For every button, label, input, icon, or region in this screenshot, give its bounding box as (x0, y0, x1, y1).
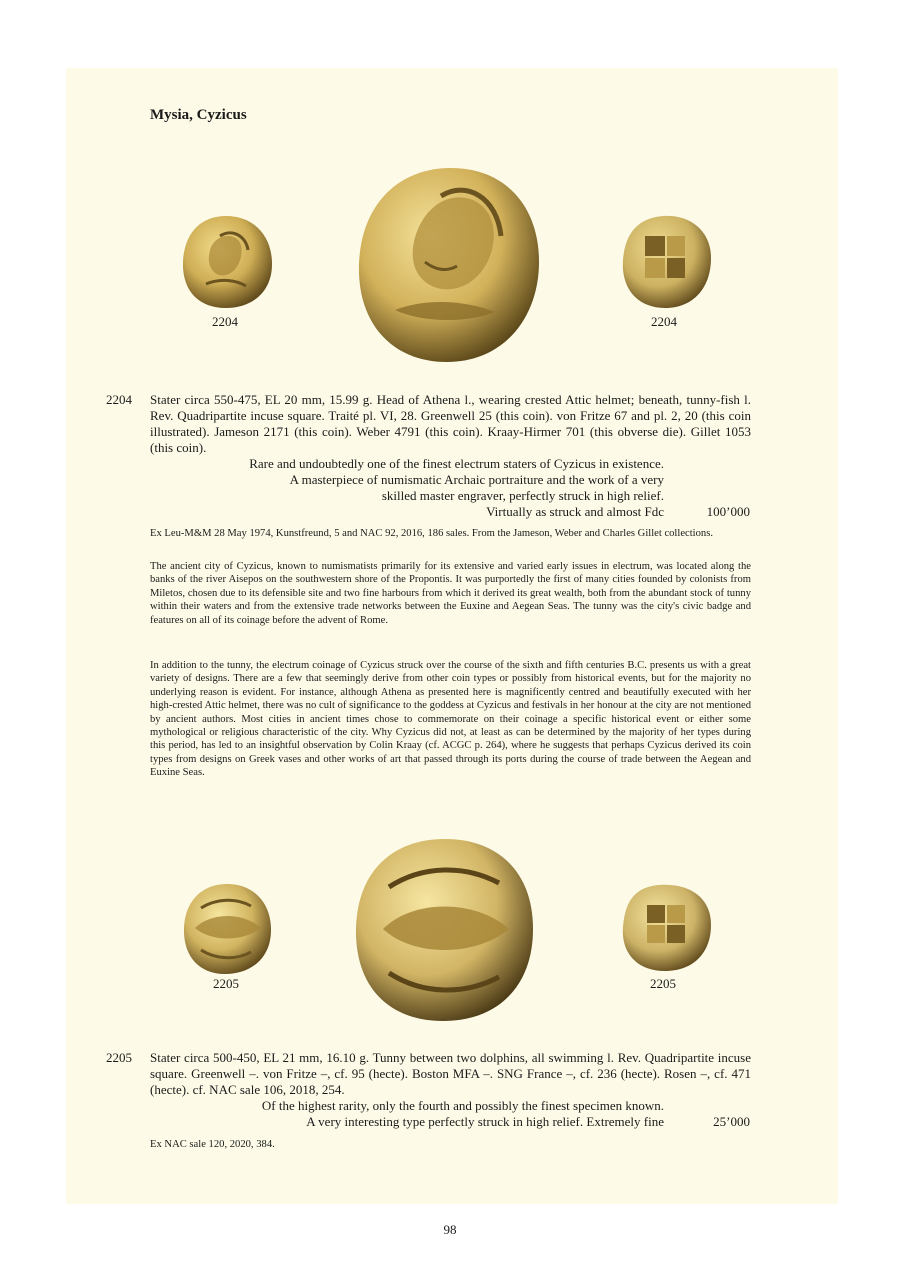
lot-remark: A masterpiece of numismatic Archaic portraiture and the work of a very (289, 472, 664, 487)
image-label: 2204 (651, 314, 677, 329)
lot-number: 2204 (106, 392, 132, 407)
section-title: Mysia, Cyzicus (150, 107, 247, 123)
coin-2205-reverse (619, 883, 713, 973)
page-number: 98 (443, 1222, 457, 1237)
image-label: 2205 (213, 976, 239, 991)
lot-estimate: 100’000 (706, 504, 750, 519)
coin-2204-obverse-small (180, 214, 274, 310)
lot-number: 2205 (106, 1050, 132, 1065)
lot-note: In addition to the tunny, the electrum coinage of Cyzicus struck over the course of the sixth and fifth centuries B.C. presents us with a great variety of designs. There are a few that seemingly derive from other coin types or possibly from historical events, but for the majority no underlying reason is evident. For instance, although Athena as presented here is magnificently centred and beautifully executed with her high-crested Attic helmet, there was no cult of significance to the goddess at Cyzicus and festivals in her honour at the city are not mentioned by ancient authors. Most cities in ancient times chose to commemorate on their coinage a specific historical event or either some mythological or religious characteristic of the city. Why Cyzicus did not, at least as can be determined by the majority of her types during this period, has led to an insightful observation by Colin Kraay (cf. ACGC p. 264), where he suggests that perhaps Cyzicus derived its coin types from designs on Greek vases and other works of art that passed through its ports during the course of trade between the Aegean and Euxine Seas. (150, 660, 751, 779)
lot-provenance: Ex NAC sale 120, 2020, 384. (150, 1139, 275, 1150)
lot-provenance: Ex Leu-M&M 28 May 1974, Kunstfreund, 5 and NAC 92, 2016, 186 sales. From the Jameson, Weber and Charles Gillet collections. (150, 528, 713, 539)
coin-2204-obverse-large (355, 166, 541, 364)
coin-2204-reverse (619, 214, 713, 310)
lot-remark: Virtually as struck and almost Fdc (486, 504, 664, 519)
coin-2205-obverse-large (353, 837, 535, 1023)
lot-description: Stater circa 550-475, EL 20 mm, 15.99 g. Head of Athena l., wearing crested Attic helmet; beneath, tunny-fish l. Rev. Quadripartite incuse square. Traité pl. VI, 28. Greenwell 25 (this coin). von Fritze 67 and pl. 2, 20 (this coin illustrated). Jameson 2171 (this coin). Weber 4791 (this coin). Kraay-Hirmer 701 (this obverse die). Gillet 1053 (this coin). (150, 392, 751, 455)
lot-remark: skilled master engraver, perfectly struck in high relief. (381, 488, 664, 503)
lot-description: Stater circa 500-450, EL 21 mm, 16.10 g. Tunny between two dolphins, all swimming l. Rev. Quadripartite incuse square. Greenwell –. von Fritze –, cf. 95 (hecte). Boston MFA –. SNG France –, cf. 236 (hecte). Rosen –, cf. 471 (hecte). cf. NAC sale 106, 2018, 254. (150, 1050, 751, 1097)
coin-2205-obverse-small (181, 882, 273, 976)
lot-remark: Rare and undoubtedly one of the finest electrum staters of Cyzicus in existence. (249, 456, 664, 471)
image-label: 2204 (212, 314, 238, 329)
image-label: 2205 (650, 976, 676, 991)
lot-estimate: 25’000 (713, 1114, 750, 1129)
lot-remark: Of the highest rarity, only the fourth and possibly the finest specimen known. (261, 1098, 664, 1113)
lot-note: The ancient city of Cyzicus, known to numismatists primarily for its extensive and varied early issues in electrum, was located along the banks of the river Aisepos on the southwestern shore of the Propontis. It was purportedly the first of many cities founded by colonists from Miletos, chosen due to its defensible site and two fine harbours from which it derived its great wealth, both from the abundant stock of tunny within their waters and from the extensive trade networks between the Euxine and Aegean Seas. The tunny was the city's civic badge and features on all of its coinage before the advent of Rome. (150, 561, 751, 626)
lot-remark: A very interesting type perfectly struck in high relief. Extremely fine (306, 1114, 664, 1129)
